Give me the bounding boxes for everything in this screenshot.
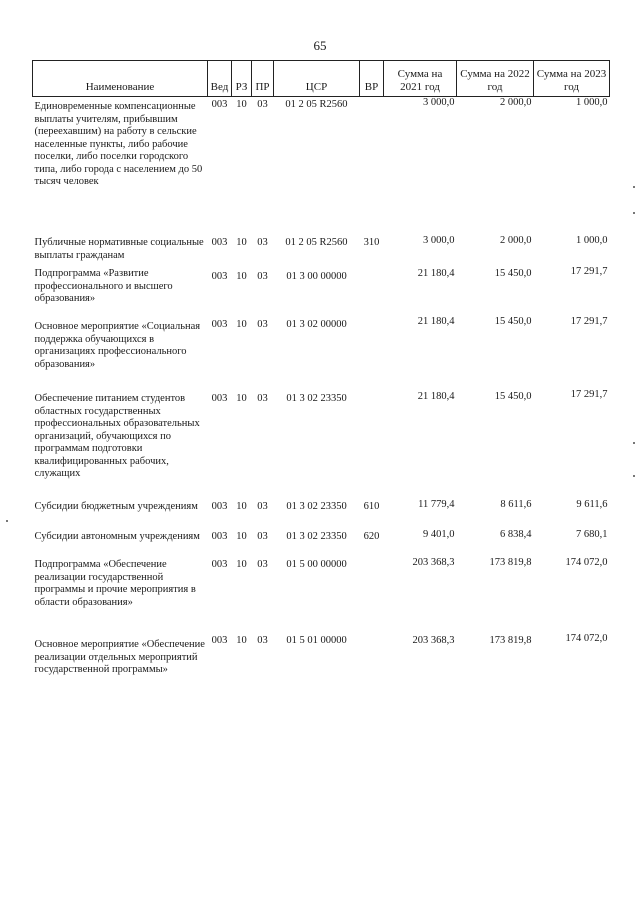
row-sum-2023: 17 291,7	[570, 316, 608, 327]
row-sum-2021: 3 000,0	[423, 97, 455, 108]
row-rz: 10	[236, 393, 247, 404]
row-csr: 01 2 05 R2560	[285, 99, 348, 110]
table-row	[33, 316, 610, 389]
row-csr: 01 3 02 00000	[286, 319, 347, 330]
row-ved: 003	[211, 501, 228, 512]
table-row	[33, 233, 610, 262]
header-ved: Вед	[208, 61, 232, 97]
header-csr: ЦСР	[274, 61, 360, 97]
header-name: Наименование	[33, 61, 208, 97]
row-sum-2023: 7 680,1	[576, 529, 608, 540]
row-sum-2022: 2 000,0	[500, 97, 532, 108]
row-ved: 003	[211, 237, 228, 248]
row-sum-2022: 8 611,6	[500, 499, 532, 510]
row-sum-2021: 9 401,0	[423, 529, 455, 540]
row-ved: 003	[211, 319, 228, 330]
table-row	[33, 527, 610, 557]
row-pr: 03	[257, 393, 268, 404]
row-vr	[360, 557, 384, 633]
row-sum-2022: 15 450,0	[494, 391, 532, 402]
row-vr	[360, 262, 384, 316]
row-ved: 003	[211, 635, 228, 646]
row-pr: 03	[257, 319, 268, 330]
row-ved: 003	[211, 531, 228, 542]
table-header	[33, 61, 610, 97]
row-pr: 03	[257, 531, 268, 542]
row-sum-2023: 9 611,6	[576, 499, 608, 510]
header-sum-2021: Сумма на 2021 год	[384, 61, 457, 97]
scan-speck	[633, 475, 635, 477]
header-rz: РЗ	[232, 61, 252, 97]
row-sum-2023: 17 291,7	[570, 266, 608, 277]
header-vr: ВР	[360, 61, 384, 97]
row-vr	[360, 389, 384, 497]
row-name: Обеспечение питанием студентов областных государственных профессиональных образовательных организаций, обучающихся по программам подготовки квалифицированных рабочих, служащих	[34, 393, 200, 479]
row-csr: 01 3 02 23350	[286, 393, 347, 404]
row-csr: 01 3 00 00000	[286, 271, 347, 282]
row-name: Единовременные компенсационные выплаты учителям, прибывшим (переехавшим) на работу в сельские населенные пункты, либо рабочие поселки, либо поселки городского типа, либо города с населением до 50 тысяч человек	[34, 101, 203, 187]
row-pr: 03	[257, 99, 268, 110]
table-row	[33, 262, 610, 316]
row-rz: 10	[236, 99, 247, 110]
row-sum-2023: 1 000,0	[576, 235, 608, 246]
row-rz: 10	[236, 531, 247, 542]
row-csr: 01 3 02 23350	[286, 531, 347, 542]
row-sum-2021: 11 779,4	[418, 499, 455, 510]
row-name: Основное мероприятие «Обеспечение реализации отдельных мероприятий государственной программы»	[34, 639, 205, 675]
row-pr: 03	[257, 559, 268, 570]
header-sum-2022: Сумма на 2022 год	[457, 61, 534, 97]
row-sum-2023: 174 072,0	[565, 557, 608, 568]
table-row	[33, 389, 610, 497]
row-name: Субсидии автономным учреждениям	[34, 531, 200, 542]
row-name: Подпрограмма «Развитие профессионального и высшего образования»	[34, 268, 173, 304]
scan-speck	[6, 520, 8, 522]
row-pr: 03	[257, 271, 268, 282]
row-rz: 10	[236, 319, 247, 330]
row-ved: 003	[211, 99, 228, 110]
row-vr	[360, 316, 384, 389]
table-body	[33, 97, 610, 696]
row-pr: 03	[257, 237, 268, 248]
row-ved: 003	[211, 271, 228, 282]
row-sum-2022: 6 838,4	[500, 529, 532, 540]
row-name: Субсидии бюджетным учреждениям	[34, 501, 198, 512]
row-rz: 10	[236, 559, 247, 570]
scan-speck	[633, 442, 635, 444]
row-rz: 10	[236, 237, 247, 248]
row-ved: 003	[211, 559, 228, 570]
row-csr: 01 5 00 00000	[286, 559, 347, 570]
row-csr: 01 2 05 R2560	[285, 237, 348, 248]
row-vr: 620	[363, 531, 380, 542]
row-pr: 03	[257, 635, 268, 646]
row-vr	[360, 633, 384, 695]
table-row	[33, 497, 610, 527]
row-sum-2022: 15 450,0	[494, 316, 532, 327]
header-pr: ПР	[252, 61, 274, 97]
scan-speck	[633, 212, 635, 214]
header-sum-2023: Сумма на 2023 год	[534, 61, 610, 97]
row-sum-2023: 174 072,0	[565, 633, 608, 644]
row-pr: 03	[257, 501, 268, 512]
row-vr: 310	[363, 237, 380, 248]
row-sum-2022: 15 450,0	[494, 268, 532, 279]
row-rz: 10	[236, 635, 247, 646]
row-sum-2021: 21 180,4	[417, 316, 455, 327]
row-sum-2023: 1 000,0	[576, 97, 608, 108]
row-sum-2022: 173 819,8	[489, 635, 532, 646]
row-sum-2021: 21 180,4	[417, 268, 455, 279]
page-number: 65	[313, 38, 327, 53]
row-sum-2021: 203 368,3	[412, 557, 455, 568]
row-rz: 10	[236, 501, 247, 512]
row-sum-2022: 173 819,8	[489, 557, 532, 568]
row-sum-2021: 3 000,0	[423, 235, 455, 246]
table-row	[33, 97, 610, 234]
budget-table	[32, 60, 610, 695]
row-name: Основное мероприятие «Социальная поддержка обучающихся в организациях профессионального образования»	[34, 321, 201, 370]
table-row	[33, 633, 610, 695]
row-sum-2021: 203 368,3	[412, 635, 455, 646]
row-sum-2021: 21 180,4	[417, 391, 455, 402]
row-name: Подпрограмма «Обеспечение реализации государственной программы и прочие мероприятия в области образования»	[34, 559, 196, 608]
row-name: Публичные нормативные социальные выплаты гражданам	[34, 237, 204, 261]
row-ved: 003	[211, 393, 228, 404]
row-sum-2022: 2 000,0	[500, 235, 532, 246]
row-vr	[360, 97, 384, 234]
table-row	[33, 557, 610, 633]
row-sum-2023: 17 291,7	[570, 389, 608, 400]
row-csr: 01 3 02 23350	[286, 501, 347, 512]
row-csr: 01 5 01 00000	[286, 635, 347, 646]
row-rz: 10	[236, 271, 247, 282]
row-vr: 610	[363, 501, 380, 512]
scan-speck	[633, 186, 635, 188]
